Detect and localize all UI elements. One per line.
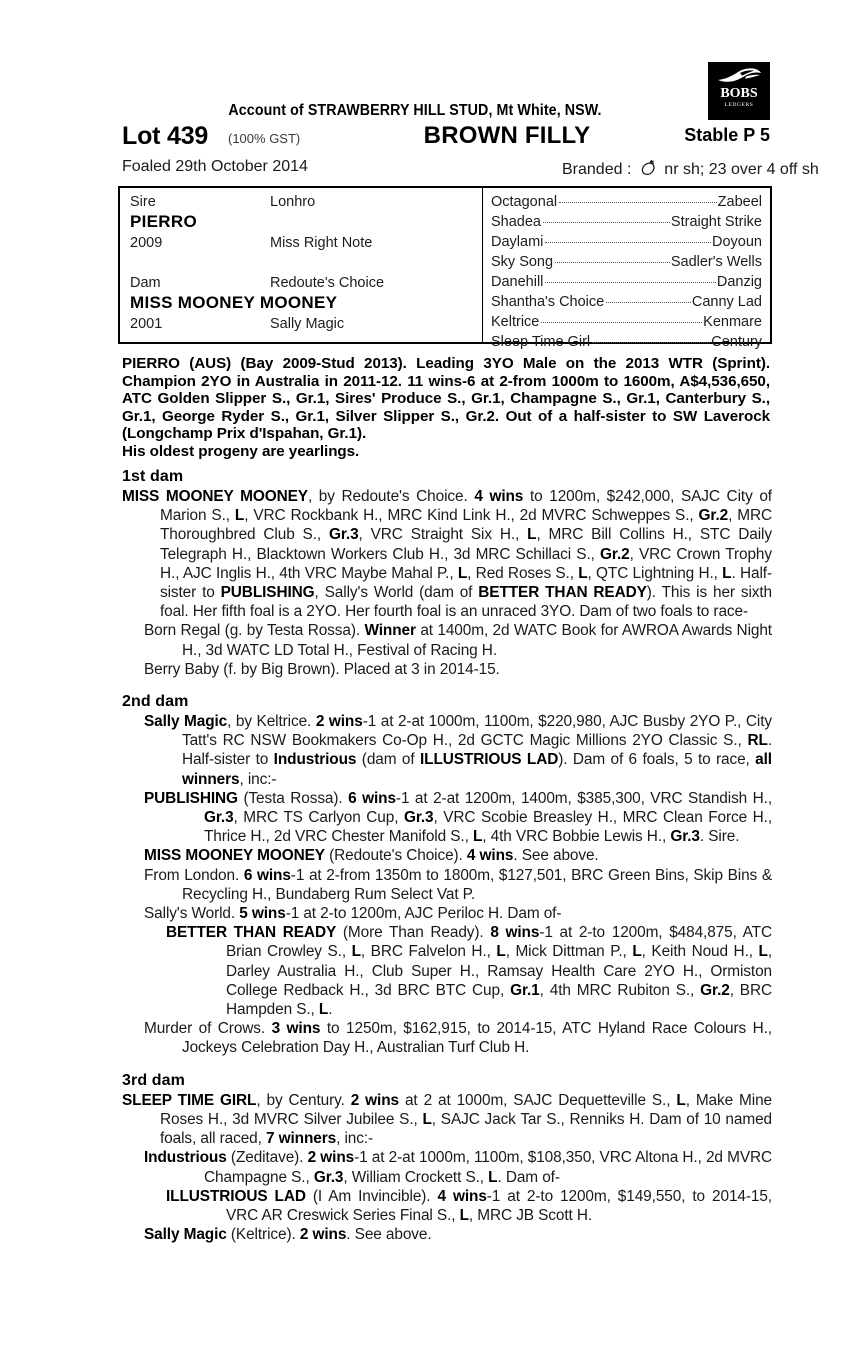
third-gen-parent: Danzig (716, 274, 762, 290)
pedigree-entry (122, 487, 772, 621)
entry-text: , 4th VRC Bobbie Lewis H., (482, 828, 671, 846)
entry-emphasis: Industrious (273, 751, 357, 769)
entry-text: , Make Mine Roses H., 3d MVRC Silver Jubilee S., (160, 1091, 773, 1128)
entry-text: -1 at 2-at 1000m, 1100m, $220,980, AJC Busby 2YO P., City Tatt's RC NSW Bookmakers Co-Op H., 2d GCTC Magic Millions 2YO Classic S., (182, 713, 772, 750)
entry-emphasis: Gr.2 (700, 981, 730, 999)
entry-emphasis: Gr.3 (204, 809, 234, 827)
entry-emphasis: MISS MOONEY MOONEY (122, 488, 308, 505)
entry-emphasis: Gr.1 (510, 981, 540, 999)
entry-emphasis: Gr.3 (403, 809, 434, 827)
entry-emphasis: 6 wins (348, 789, 396, 807)
pedigree-entry (122, 904, 772, 923)
pedigree-entry (122, 1148, 772, 1186)
lot-header-row (122, 122, 770, 152)
entry-emphasis: L (488, 1168, 498, 1186)
third-gen-row (491, 234, 762, 250)
sire-summary-paragraph (122, 355, 770, 461)
entry-emphasis: Gr.3 (313, 1168, 344, 1186)
pedigree-entry (122, 923, 772, 1019)
entry-text: , by Redoute's Choice. (307, 488, 475, 505)
entry-emphasis: BETTER THAN READY (166, 924, 337, 942)
stable-label: Stable P 5 (684, 125, 770, 145)
entry-emphasis: BETTER THAN READY (478, 584, 647, 602)
entry-text: -1 at 2-from 1350m to 1800m, $127,501, BRC Green Bins, Skip Bins & Recycling H., Bundaberg Rum Select Vat P. (182, 866, 772, 903)
entry-emphasis: 6 wins (243, 866, 291, 884)
entry-text: (dam of (356, 751, 420, 769)
pedigree-entry (122, 712, 772, 789)
entry-text: , Darley Australia H., Club Super H., Ramsay Health Care 2YO H., Ormiston College Redback H., 3d BRC BTC Cup, (226, 943, 773, 999)
entry-emphasis: 2 wins (315, 713, 363, 731)
entry-text: . Sire. (699, 828, 740, 846)
entry-emphasis: PUBLISHING (144, 789, 238, 807)
entry-emphasis: 5 wins (239, 905, 286, 923)
branded-text: nr sh; 23 over 4 off sh (664, 161, 819, 178)
lot-number: Lot 439 (122, 122, 209, 150)
bobs-bird-icon (716, 67, 762, 85)
entry-text: , inc:- (336, 1130, 374, 1148)
dot-leader (545, 282, 715, 283)
entry-emphasis: 2 wins (307, 1149, 355, 1167)
entry-text: Murder of Crows. (144, 1020, 272, 1038)
sire-year: 2009 (130, 235, 163, 251)
pedigree-entry (122, 621, 772, 659)
pedigree-entry (122, 866, 772, 904)
dam-heading: 3rd dam (122, 1071, 185, 1089)
entry-text: , SAJC Jack Tar S., Renniks H. Dam of 10 named foals, all raced, (160, 1110, 772, 1148)
third-gen-parent: Doyoun (712, 234, 762, 250)
dam-dam: Sally Magic (270, 316, 345, 332)
entry-text: From London. (144, 866, 244, 884)
gst-note: (100% GST) (228, 131, 301, 146)
bobs-wordmark: BOBS (720, 86, 758, 101)
sire-summary-main: PIERRO (AUS) (Bay 2009-Stud 2013). Leading 3YO Male on the 2013 WTR (Sprint). Champion 2YO in Australia in 2011-12. 11 wins-6 at 2-from 1000m to 1600m, A$4,536,650, ATC Golden Slipper S., Gr.1, Sires' Produce S., Gr.1, Champagne S., Gr.1, Canterbury S., Gr.1, George Ryder S., Gr.1, Silver Slipper S., Gr.2. Out of a half-sister to SW Laverock (Longchamp Prix d'Ispahan, Gr.1). (122, 355, 770, 443)
entry-emphasis: 8 wins (490, 924, 540, 942)
entry-emphasis: L (578, 564, 588, 582)
entry-emphasis: L (234, 507, 245, 525)
bobs-subtitle: LEDGERS (724, 102, 754, 108)
entry-text: (Testa Rossa). (237, 789, 349, 807)
entry-emphasis: L (722, 564, 732, 582)
third-gen-parent: Zabeel (717, 194, 762, 210)
entry-text: , VRC Straight Six H., (358, 526, 528, 544)
pedigree-entry (122, 1187, 772, 1225)
entry-emphasis: RL (747, 732, 768, 750)
entry-text: , William Crockett S., (343, 1168, 489, 1186)
pedigree-entry (122, 789, 772, 847)
third-gen-name: Daylami (491, 234, 544, 250)
entry-emphasis: 4 wins (474, 488, 524, 505)
entry-text: at 1400m, 2d WATC Book for AWROA Awards Night H., 3d WATC LD Total H., Festival of Racing H. (182, 622, 772, 659)
strawberry-brand-icon (639, 158, 658, 177)
entry-text: , BRC Hampden S., (226, 981, 772, 1019)
colour-sex-title: BROWN FILLY (423, 122, 591, 149)
third-gen-name: Danehill (491, 274, 544, 290)
entry-emphasis: L (459, 1206, 469, 1224)
entry-text: . (328, 1001, 333, 1019)
entry-text: , VRC Crown Trophy H., AJC Inglis H., 4th VRC Maybe Mahal P., (160, 545, 772, 582)
dot-leader (592, 342, 710, 343)
dam-sections (122, 468, 772, 1244)
entry-emphasis: SLEEP TIME GIRL (122, 1091, 257, 1109)
entry-emphasis: Sally Magic (144, 713, 228, 731)
entry-text: , BRC Falvelon H., (360, 943, 497, 961)
entry-text: -1 at 2-at 1200m, 1400m, $385,300, VRC Standish H., (395, 789, 773, 807)
entry-text: , VRC Rockbank H., MRC Kind Link H., 2d MVRC Schweppes S., (244, 507, 699, 525)
sire-name: PIERRO (130, 212, 197, 231)
dot-leader (545, 242, 711, 243)
entry-text: , MRC Bill Collins H., STC Daily Telegraph H., Blacktown Workers Club H., 3d MRC Schillaci S., (160, 526, 772, 563)
pedigree-table (118, 186, 772, 350)
branded-label: Branded : (562, 161, 632, 178)
entry-emphasis: Gr.3 (328, 526, 359, 544)
entry-text: , inc:- (239, 770, 277, 788)
entry-text: -1 at 2-to 1200m, $149,550, to 2014-15, VRC AR Creswick Series Final S., (226, 1187, 772, 1224)
dam-label: Dam (130, 275, 161, 291)
third-gen-row (491, 294, 762, 310)
entry-text: (I Am Invincible). (305, 1187, 438, 1205)
third-gen-parent: Straight Strike (670, 214, 762, 230)
third-gen-row (491, 254, 762, 270)
entry-text: , MRC Thoroughbred Club S., (160, 507, 772, 544)
entry-emphasis: L (632, 943, 642, 961)
branded-block (562, 158, 819, 179)
pedigree-entry (122, 1091, 772, 1149)
dot-leader (606, 302, 691, 303)
dam-heading: 2nd dam (122, 693, 189, 711)
entry-text: (Keltrice). (226, 1226, 300, 1244)
pedigree-right-column (483, 188, 770, 350)
entry-text: Born Regal (g. by Testa Rossa). (144, 622, 365, 640)
sire-dam: Miss Right Note (270, 235, 373, 251)
entry-text: , Red Roses S., (467, 564, 579, 582)
entry-text: to 1200m, $242,000, SAJC City of Marion S., (160, 488, 772, 525)
entry-text: -1 at 2-to 1200m, AJC Periloc H. Dam of- (285, 905, 562, 923)
entry-emphasis: Sally Magic (144, 1226, 227, 1244)
entry-text: to 1250m, $162,915, to 2014-15, ATC Hyland Race Colours H., Jockeys Celebration Day H., Australian Turf Club H. (182, 1020, 772, 1057)
dam-year: 2001 (130, 316, 163, 332)
account-line: Account of STRAWBERRY HILL STUD, Mt White, NSW. (228, 102, 602, 119)
third-gen-name: Shadea (491, 214, 541, 230)
entry-text: , 4th MRC Rubiton S., (539, 981, 701, 999)
dot-leader (541, 322, 702, 323)
third-gen-parent: Canny Lad (691, 294, 762, 310)
dot-leader (555, 262, 670, 263)
entry-emphasis: MISS MOONEY MOONEY (144, 847, 325, 865)
entry-text: Berry Baby (f. by Big Brown). Placed at 3 in 2014-15. (144, 660, 500, 678)
pedigree-entry (122, 1019, 772, 1057)
entry-emphasis: 3 wins (271, 1020, 321, 1038)
entry-emphasis: 7 winners (266, 1130, 337, 1148)
third-gen-parent: Century (711, 334, 762, 350)
entry-emphasis: Gr.3 (670, 828, 700, 846)
dot-leader (543, 222, 670, 223)
third-gen-parent: Kenmare (703, 314, 762, 330)
entry-text: (Zeditave). (226, 1149, 308, 1167)
sire-sire: Lonhro (270, 194, 316, 210)
entry-emphasis: Gr.2 (600, 545, 630, 563)
entry-text: , Mick Dittman P., (505, 943, 633, 961)
pedigree-entry (122, 1225, 772, 1244)
entry-text: ). Dam of 6 foals, 5 to race, (558, 751, 756, 769)
entry-text: at 2 at 1000m, SAJC Dequetteville S., (398, 1091, 677, 1109)
entry-text: -1 at 2-at 1000m, 1100m, $108,350, VRC Altona H., 2d MVRC Champagne S., (204, 1149, 773, 1186)
entry-text: . Dam of- (497, 1168, 560, 1186)
entry-text: , Sally's World (dam of (314, 584, 479, 602)
entry-emphasis: L (496, 943, 506, 961)
third-gen-name: Keltrice (491, 314, 540, 330)
entry-text: , VRC Scobie Breasley H., MRC Clean Force H., Thrice H., 2d VRC Chester Manifold S., (204, 809, 772, 846)
entry-emphasis: 4 wins (437, 1187, 487, 1205)
entry-emphasis: L (318, 1001, 329, 1019)
entry-emphasis: Winner (364, 622, 416, 640)
third-gen-row (491, 314, 762, 330)
third-gen-name: Octagonal (491, 194, 558, 210)
entry-emphasis: 2 wins (350, 1091, 399, 1109)
entry-emphasis: L (457, 564, 468, 582)
sire-summary-tail: His oldest progeny are yearlings. (122, 442, 360, 460)
entry-text: Sally's World. (144, 905, 240, 923)
third-gen-row (491, 214, 762, 230)
dam-name: MISS MOONEY MOONEY (130, 293, 338, 312)
entry-text: . Half-sister to (160, 564, 772, 602)
dot-leader (559, 202, 717, 203)
entry-text: . See above. (513, 847, 599, 865)
entry-text: (Redoute's Choice). (324, 847, 467, 865)
entry-text: . See above. (346, 1226, 432, 1244)
entry-text: -1 at 2-to 1200m, $484,875, ATC Brian Crowley S., (226, 924, 772, 961)
third-gen-row (491, 194, 762, 210)
pedigree-entry (122, 660, 772, 679)
entry-text: , Keith Noud H., (641, 943, 759, 961)
third-gen-parent: Sadler's Wells (670, 254, 762, 270)
entry-emphasis: Gr.2 (698, 507, 729, 525)
entry-emphasis: all winners (182, 751, 772, 788)
entry-emphasis: L (351, 943, 361, 961)
entry-emphasis: PUBLISHING (220, 584, 315, 602)
third-gen-name: Sky Song (491, 254, 554, 270)
entry-text: , by Century. (256, 1091, 351, 1109)
dam-sire: Redoute's Choice (270, 275, 385, 291)
entry-text: ). This is her sixth foal. Her fifth foal is a 2YO. Her fourth foal is an unraced 3YO. Dam of two foals to race- (160, 584, 772, 621)
entry-text: , by Keltrice. (227, 713, 316, 731)
third-gen-row (491, 274, 762, 290)
pedigree-entry (122, 846, 772, 865)
foaled-branded-row (122, 158, 819, 180)
entry-text: , QTC Lightning H., (587, 564, 723, 582)
foaled-date: Foaled 29th October 2014 (122, 158, 308, 175)
entry-emphasis: ILLUSTRIOUS LAD (166, 1187, 306, 1205)
entry-emphasis: L (472, 828, 483, 846)
entry-emphasis: L (527, 526, 537, 544)
entry-text: , MRC TS Carlyon Cup, (233, 809, 404, 827)
third-gen-row (491, 334, 762, 350)
sire-label: Sire (130, 194, 156, 210)
entry-emphasis: L (758, 943, 768, 961)
third-gen-name: Sleep Time Girl (491, 334, 591, 350)
entry-text: . Half-sister to (182, 732, 772, 769)
entry-emphasis: ILLUSTRIOUS LAD (419, 751, 559, 769)
entry-emphasis: 2 wins (299, 1226, 347, 1244)
entry-emphasis: 4 wins (466, 847, 514, 865)
dam-heading: 1st dam (122, 468, 184, 485)
entry-emphasis: L (422, 1110, 432, 1128)
pedigree-left-column (120, 188, 482, 342)
entry-emphasis: Industrious (144, 1149, 227, 1167)
third-gen-name: Shantha's Choice (491, 294, 605, 310)
entry-emphasis: L (676, 1091, 686, 1109)
entry-text: (More Than Ready). (336, 924, 491, 942)
entry-text: , MRC JB Scott H. (468, 1206, 593, 1224)
